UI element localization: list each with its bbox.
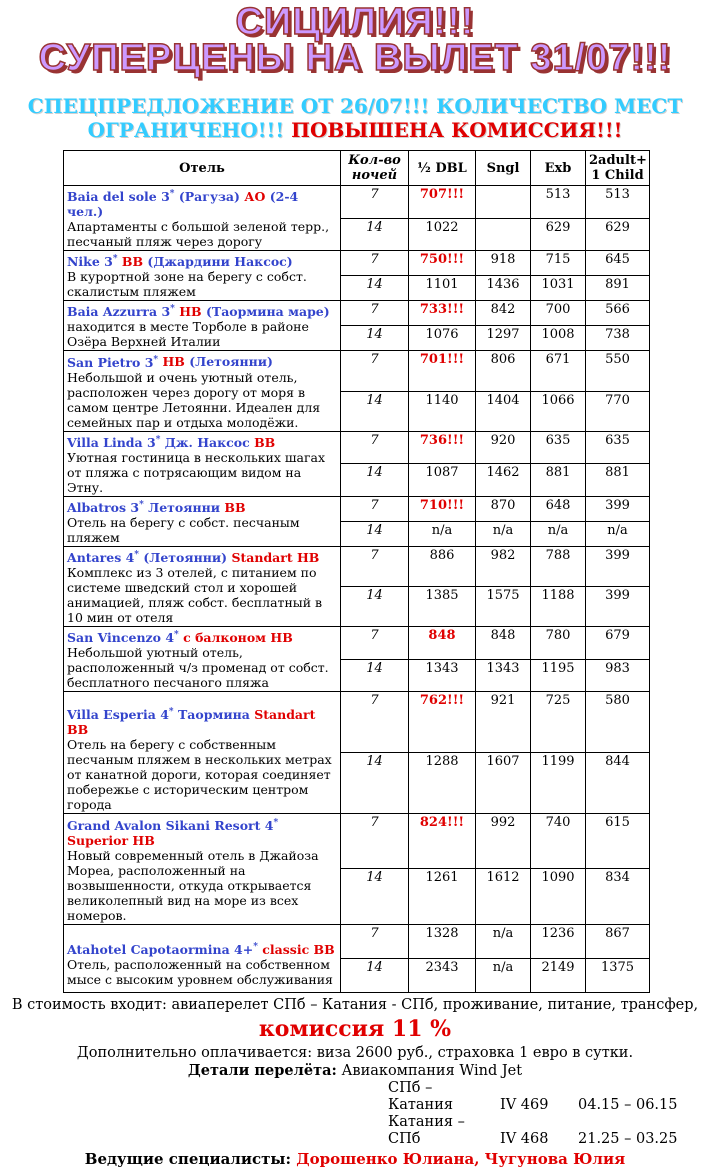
hotel-name bbox=[67, 705, 337, 737]
flight-route: Катания – СПб bbox=[388, 1113, 465, 1147]
flight-number: IV 468 bbox=[500, 1130, 549, 1147]
price-family: 399 bbox=[586, 587, 650, 627]
nights-cell: 7 bbox=[341, 814, 409, 869]
price-half-dbl: 750!!! bbox=[409, 251, 476, 276]
hotel-cell bbox=[64, 692, 341, 814]
hotel-name-part: Baia Azzurra 3* bbox=[67, 304, 175, 320]
hotel-name-part: (2-4 чел.) bbox=[67, 189, 299, 220]
header-half-dbl: ½ DBL bbox=[409, 151, 476, 186]
price-sngl: 870 bbox=[476, 496, 531, 521]
price-exb: 1199 bbox=[531, 753, 586, 814]
price-family: n/a bbox=[586, 521, 650, 546]
hotel-cell bbox=[64, 186, 341, 251]
nights-cell: 7 bbox=[341, 186, 409, 219]
specialists-label: Ведущие специалисты: bbox=[84, 1149, 292, 1168]
price-sngl: 806 bbox=[476, 351, 531, 391]
title-line-2: СУПЕРЦЕНЫ НА ВЫЛЕТ 31/07!!! bbox=[38, 37, 672, 79]
hotel-cell bbox=[64, 546, 341, 626]
price-half-dbl: 1140 bbox=[409, 391, 476, 431]
price-half-dbl: 1385 bbox=[409, 587, 476, 627]
hotel-name-part: Antares 4* (Летоянни) bbox=[67, 549, 232, 566]
hotel-name-part: ВВ bbox=[254, 434, 276, 450]
flight-details-line bbox=[0, 1062, 710, 1080]
hotel-description: Новый современный отель в Джайоза Мореа, расположенный на возвышенности, откуда открывается великолепный вид на море из всех номеров. bbox=[67, 847, 319, 923]
price-sngl: 918 bbox=[476, 251, 531, 276]
price-half-dbl: 848 bbox=[409, 627, 476, 660]
hotel-name-part: classic BB bbox=[262, 941, 335, 957]
price-exb: 635 bbox=[531, 431, 586, 464]
table-row bbox=[64, 924, 650, 958]
price-family: 1375 bbox=[586, 958, 650, 992]
hotel-name-part: АО bbox=[244, 189, 270, 205]
hotel-name bbox=[67, 433, 337, 450]
price-sngl: 1462 bbox=[476, 464, 531, 497]
hotel-name-part: с балконом НВ bbox=[183, 630, 293, 646]
nights-cell: 7 bbox=[341, 692, 409, 753]
footer bbox=[0, 996, 710, 1169]
table-row bbox=[64, 251, 650, 276]
price-exb: 725 bbox=[531, 692, 586, 753]
subtitle-cyan-text: СПЕЦПРЕДЛОЖЕНИЕ ОТ 26/07!!! КОЛИЧЕСТВО МЕСТ ОГРАНИЧЕНО!!! bbox=[27, 94, 683, 142]
price-sngl: 1297 bbox=[476, 326, 531, 351]
nights-cell: 14 bbox=[341, 753, 409, 814]
price-exb: 740 bbox=[531, 814, 586, 869]
price-family: 550 bbox=[586, 351, 650, 391]
price-half-dbl: 707!!! bbox=[409, 186, 476, 219]
nights-cell: 7 bbox=[341, 627, 409, 660]
price-exb: 1188 bbox=[531, 587, 586, 627]
price-exb: 513 bbox=[531, 186, 586, 219]
price-sngl: 992 bbox=[476, 814, 531, 869]
nights-cell: 14 bbox=[341, 958, 409, 992]
hotel-name-part: НВ bbox=[162, 354, 190, 370]
price-half-dbl: 1328 bbox=[409, 924, 476, 958]
nights-cell: 7 bbox=[341, 546, 409, 586]
nights-cell: 14 bbox=[341, 326, 409, 351]
header-hotel: Отель bbox=[64, 151, 341, 186]
price-family: 580 bbox=[586, 692, 650, 753]
hotel-name bbox=[67, 815, 337, 847]
hotel-description: Небольшой и очень уютный отель, расположен через дорогу от моря в самом центре Летоянни. Идеален для семейных пар и отдыха молодёжи. bbox=[67, 369, 321, 430]
includes-note: В стоимость входит: авиаперелет СПб – Катания - СПб, проживание, питание, трансфер, bbox=[11, 996, 699, 1013]
hotel-name-part: Villa Linda 3* Дж. Наксос bbox=[67, 434, 255, 450]
hotel-description: Отель на берегу с собственным песчаным пляжем в нескольких метрах от канатной дороги, которая соединяет побережье с историческим центром города bbox=[67, 737, 332, 813]
hotel-name bbox=[67, 628, 337, 645]
flight-time: 21.25 – 03.25 bbox=[578, 1130, 678, 1147]
hotel-description: Небольшой уютный отель, расположенный ч/з променад от собст. бесплатного песчаного пляжа bbox=[67, 645, 329, 691]
nights-cell: 14 bbox=[341, 521, 409, 546]
hotel-name bbox=[67, 498, 337, 515]
hotel-cell bbox=[64, 496, 341, 546]
flight-row bbox=[388, 1114, 710, 1148]
nights-cell: 7 bbox=[341, 351, 409, 391]
price-half-dbl: 762!!! bbox=[409, 692, 476, 753]
hotel-name bbox=[67, 548, 337, 565]
price-sngl: 921 bbox=[476, 692, 531, 753]
price-half-dbl: 736!!! bbox=[409, 431, 476, 464]
price-exb: 1031 bbox=[531, 276, 586, 301]
price-sngl: 1575 bbox=[476, 587, 531, 627]
price-exb: 780 bbox=[531, 627, 586, 660]
subtitle-red-text: ПОВЫШЕНА КОМИССИЯ!!! bbox=[291, 118, 623, 142]
price-half-dbl: 1022 bbox=[409, 218, 476, 251]
header-nights: Кол-во ночей bbox=[341, 151, 409, 186]
price-family: 867 bbox=[586, 924, 650, 958]
hotel-description: Апартаменты с большой зеленой терр., песчаный пляж через дорогу bbox=[67, 219, 330, 250]
hotel-description: Отель на берегу с собст. песчаным пляжем bbox=[67, 514, 300, 545]
price-half-dbl: 824!!! bbox=[409, 814, 476, 869]
nights-cell: 7 bbox=[341, 251, 409, 276]
price-half-dbl: 733!!! bbox=[409, 301, 476, 326]
price-half-dbl: n/a bbox=[409, 521, 476, 546]
price-family: 566 bbox=[586, 301, 650, 326]
nights-cell: 14 bbox=[341, 869, 409, 924]
hotel-name-part: Baia del sole 3* (Рагуза) bbox=[67, 189, 245, 205]
flight-route: СПб – Катания bbox=[388, 1079, 454, 1113]
price-sngl: 1404 bbox=[476, 391, 531, 431]
nights-cell: 7 bbox=[341, 301, 409, 326]
flight-row bbox=[388, 1080, 710, 1114]
hotel-description: Уютная гостиница в нескольких шагах от пляжа с потрясающим видом на Этну. bbox=[67, 449, 326, 495]
price-exb: 629 bbox=[531, 218, 586, 251]
hotel-cell bbox=[64, 627, 341, 692]
hotel-name bbox=[67, 252, 337, 269]
price-half-dbl: 1076 bbox=[409, 326, 476, 351]
nights-cell: 14 bbox=[341, 391, 409, 431]
price-exb: 671 bbox=[531, 351, 586, 391]
hotel-name-part: Albatros 3* Летоянни bbox=[67, 499, 225, 515]
price-sngl: 842 bbox=[476, 301, 531, 326]
price-family: 770 bbox=[586, 391, 650, 431]
nights-cell: 14 bbox=[341, 276, 409, 301]
header-exb: Exb bbox=[531, 151, 586, 186]
hotel-name bbox=[67, 187, 337, 219]
price-exb: 1066 bbox=[531, 391, 586, 431]
table-row bbox=[64, 814, 650, 869]
price-family: 738 bbox=[586, 326, 650, 351]
hotel-name-part: НВ bbox=[179, 304, 206, 320]
price-sngl: 1343 bbox=[476, 659, 531, 692]
price-exb: 1236 bbox=[531, 924, 586, 958]
price-exb: 648 bbox=[531, 496, 586, 521]
flight-number: IV 469 bbox=[500, 1096, 549, 1113]
nights-cell: 14 bbox=[341, 659, 409, 692]
extra-payment-note: Дополнительно оплачивается: виза 2600 руб., страховка 1 евро в сутки. bbox=[76, 1044, 634, 1061]
price-sngl: 920 bbox=[476, 431, 531, 464]
price-family: 844 bbox=[586, 753, 650, 814]
table-row bbox=[64, 692, 650, 753]
header-sngl: Sngl bbox=[476, 151, 531, 186]
hotel-description: Отель, расположенный на собственном мысе с высоким уровнем обслуживания bbox=[67, 956, 333, 987]
price-sngl: 1436 bbox=[476, 276, 531, 301]
table-row bbox=[64, 351, 650, 391]
flight-details-label: Детали перелёта: bbox=[187, 1061, 337, 1079]
price-family: 679 bbox=[586, 627, 650, 660]
title-line-1: СИЦИЛИЯ!!! bbox=[235, 1, 475, 43]
hotel-name bbox=[67, 940, 337, 957]
table-row bbox=[64, 627, 650, 660]
table-row bbox=[64, 496, 650, 521]
header-family: 2adult+ 1 Child bbox=[586, 151, 650, 186]
price-family: 513 bbox=[586, 186, 650, 219]
hotel-name-part: Nike 3* bbox=[67, 254, 118, 270]
price-sngl: n/a bbox=[476, 924, 531, 958]
price-exb: n/a bbox=[531, 521, 586, 546]
hotel-name-part: San Vincenzo 4* bbox=[67, 630, 179, 646]
hotel-description: Комплекс из 3 отелей, с питанием по системе шведский стол и хорошей анимацией, пляж собст. бесплатный в 10 мин от отеля bbox=[67, 565, 323, 626]
table-row bbox=[64, 546, 650, 586]
price-family: 635 bbox=[586, 431, 650, 464]
price-exb: 1090 bbox=[531, 869, 586, 924]
price-sngl: n/a bbox=[476, 521, 531, 546]
price-sngl: 1607 bbox=[476, 753, 531, 814]
hotel-name-part: Atahotel Capotaormina 4+* bbox=[67, 941, 258, 957]
hotel-name-part: Standart HB bbox=[231, 550, 320, 566]
hotel-cell bbox=[64, 301, 341, 351]
price-sngl: n/a bbox=[476, 958, 531, 992]
table-row bbox=[64, 186, 650, 219]
hotel-name-part: (Летоянни) bbox=[189, 354, 273, 370]
specialists-line bbox=[0, 1150, 710, 1169]
price-half-dbl: 710!!! bbox=[409, 496, 476, 521]
hotel-cell bbox=[64, 814, 341, 924]
hotel-name-part: ВВ bbox=[121, 254, 148, 270]
hotel-name-part: Standart BB bbox=[67, 707, 316, 738]
price-table bbox=[63, 150, 650, 993]
hotel-cell bbox=[64, 251, 341, 301]
price-family: 645 bbox=[586, 251, 650, 276]
nights-cell: 14 bbox=[341, 218, 409, 251]
hotel-name-part: ВВ bbox=[224, 499, 246, 515]
price-exb: 700 bbox=[531, 301, 586, 326]
page-title bbox=[0, 0, 710, 79]
price-sngl: 1612 bbox=[476, 869, 531, 924]
price-half-dbl: 701!!! bbox=[409, 351, 476, 391]
price-sngl: 848 bbox=[476, 627, 531, 660]
hotel-name-part: Superior HB bbox=[67, 832, 155, 848]
price-family: 615 bbox=[586, 814, 650, 869]
commission-note: комиссия 11 % bbox=[258, 1015, 452, 1042]
flight-schedule bbox=[388, 1080, 710, 1148]
hotel-description: находится в месте Торболе в районе Озёра Верхней Италии bbox=[67, 319, 309, 350]
airline-name: Авиакомпания Wind Jet bbox=[341, 1062, 523, 1079]
hotel-cell bbox=[64, 431, 341, 496]
price-half-dbl: 2343 bbox=[409, 958, 476, 992]
hotel-name-part: (Таормина маре) bbox=[205, 304, 330, 320]
nights-cell: 7 bbox=[341, 496, 409, 521]
hotel-name bbox=[67, 352, 337, 369]
hotel-name bbox=[67, 302, 337, 319]
price-exb: 1195 bbox=[531, 659, 586, 692]
nights-cell: 14 bbox=[341, 464, 409, 497]
price-half-dbl: 1288 bbox=[409, 753, 476, 814]
price-family: 399 bbox=[586, 546, 650, 586]
hotel-description: В курортной зоне на берегу с собст. скалистым пляжем bbox=[67, 269, 307, 300]
price-family: 399 bbox=[586, 496, 650, 521]
hotel-name-part: Grand Avalon Sikani Resort 4* bbox=[67, 817, 279, 833]
price-family: 834 bbox=[586, 869, 650, 924]
price-sngl bbox=[476, 218, 531, 251]
price-exb: 881 bbox=[531, 464, 586, 497]
hotel-name-part: San Pietro 3* bbox=[67, 354, 159, 370]
price-family: 881 bbox=[586, 464, 650, 497]
price-half-dbl: 886 bbox=[409, 546, 476, 586]
nights-cell: 7 bbox=[341, 924, 409, 958]
price-exb: 2149 bbox=[531, 958, 586, 992]
flight-time: 04.15 – 06.15 bbox=[578, 1096, 678, 1113]
price-family: 983 bbox=[586, 659, 650, 692]
hotel-name-part: (Джардини Наксос) bbox=[147, 254, 293, 270]
table-row bbox=[64, 301, 650, 326]
price-family: 629 bbox=[586, 218, 650, 251]
hotel-cell bbox=[64, 924, 341, 992]
price-half-dbl: 1261 bbox=[409, 869, 476, 924]
price-exb: 715 bbox=[531, 251, 586, 276]
nights-cell: 14 bbox=[341, 587, 409, 627]
price-half-dbl: 1087 bbox=[409, 464, 476, 497]
special-offer-subtitle bbox=[25, 94, 685, 142]
price-exb: 1008 bbox=[531, 326, 586, 351]
specialists-names: Дорошенко Юлиана, Чугунова Юлия bbox=[296, 1149, 626, 1168]
hotel-cell bbox=[64, 351, 341, 431]
price-half-dbl: 1343 bbox=[409, 659, 476, 692]
price-exb: 788 bbox=[531, 546, 586, 586]
nights-cell: 7 bbox=[341, 431, 409, 464]
price-half-dbl: 1101 bbox=[409, 276, 476, 301]
hotel-name-part: Villa Esperia 4* Таормина bbox=[67, 707, 255, 723]
table-row bbox=[64, 431, 650, 464]
price-sngl bbox=[476, 186, 531, 219]
table-header-row bbox=[64, 151, 650, 186]
price-sngl: 982 bbox=[476, 546, 531, 586]
price-family: 891 bbox=[586, 276, 650, 301]
